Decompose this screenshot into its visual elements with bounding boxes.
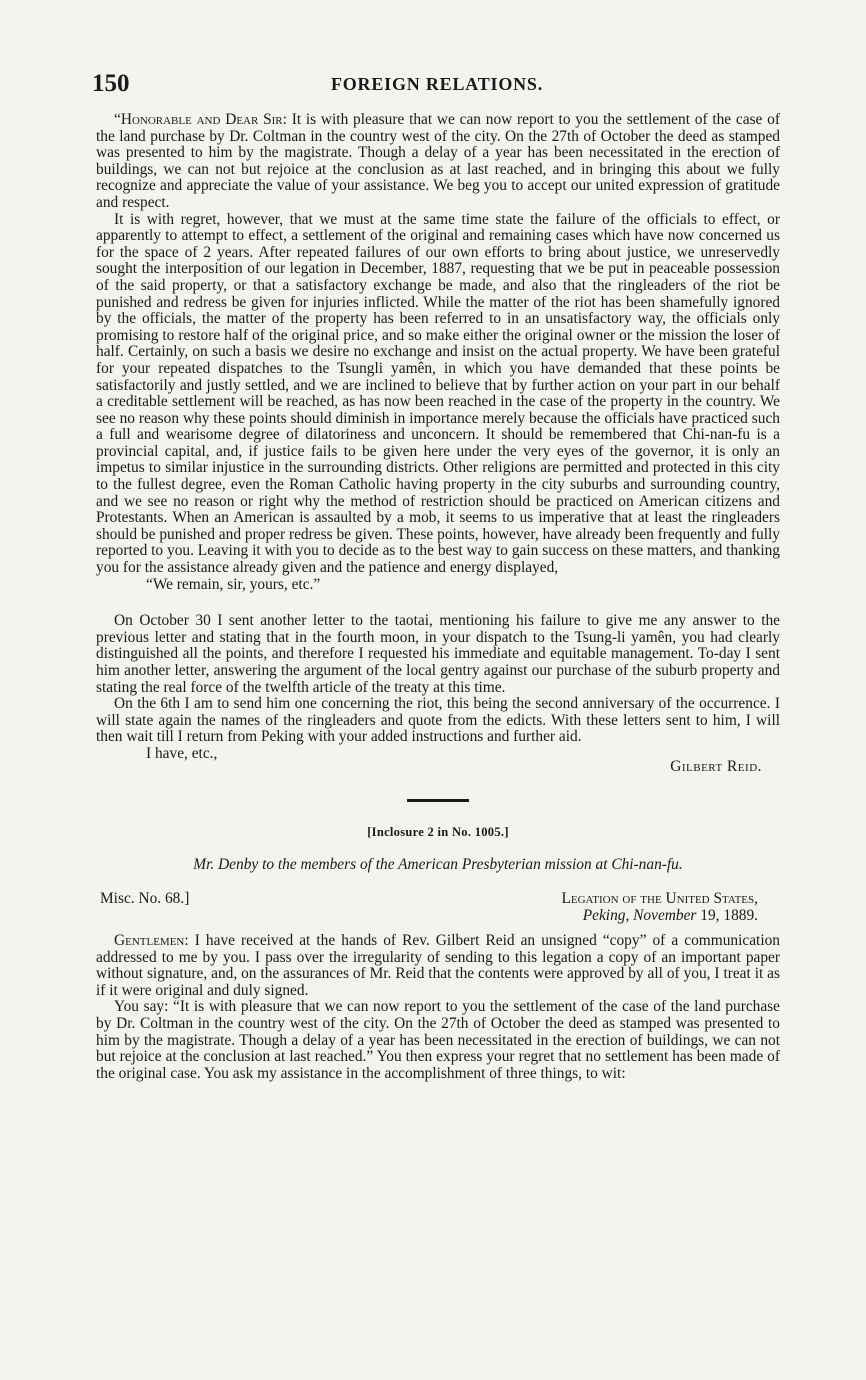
report-paragraph-2: On the 6th I am to send him one concerning the riot, this being the second anniversary of the occurrence. I will state again the names of the ringleaders and quote from the edicts. With these letters sent to him, I will then wait till I return from Peking with your added instructions and further aid. (96, 695, 780, 746)
date-day: 19, 1889. (700, 907, 758, 925)
inclosure-paragraph-2: You say: “It is with pleasure that we can now report to you the settlement of the case of the land purchase by Dr. Coltman in the country west of the city. On the 27th of October the deed as stamped was presented to him by the magistrate. Though a delay of a year has been necessitated in the erection of buildings, we can not but rejoice at the conclusion at last reached.” You then express your regret that no settlement has been made of the original case. You ask my assistance in the accomplishment of three things, to wit: (96, 998, 780, 1082)
inclosure-label: [Inclosure 2 in No. 1005.] (367, 825, 509, 840)
letter-closing: “We remain, sir, yours, etc.” (146, 575, 321, 593)
inclosure-paragraph-1-text: I have received at the hands of Rev. Gilbert Reid an unsigned “copy” of a communication addressed to me by you. I pass over the irregularity of sending to this legation a copy of an important paper without signature, and, on the assurances of Mr. Reid that the contents were approved by all of you, I treat it as if it were original and duly signed. (96, 931, 780, 999)
letter-paragraph-1 (96, 112, 780, 212)
letter-paragraph-1-text: It is with pleasure that we can now report to you the settlement of the case of the land purchase by Dr. Coltman in the country west of the city. On the 27th of October the deed as stamped was presented to him by the magistrate. Though a delay of a year has been necessitated in the erection of buildings, we can not but rejoice at the conclusion as at last reached, and in bringing this about we fully recognize and appreciate the value of your assistance. We beg you to accept our united expression of gratitude and respect. (96, 111, 780, 211)
letter-paragraph-2: It is with regret, however, that we must at the same time state the failure of the officials to effect, or apparently to attempt to effect, a settlement of the original and remaining cases which have now concerned us for the space of 2 years. After repeated failures of our own efforts to bring about justice, we unreservedly sought the interposition of our legation in December, 1887, requesting that we be put in peaceable possession of the said property, or that a satisfactory exchange be made, and also that the ringleaders of the riot be punished and redress be given for injuries inflicted. While the matter of the riot has been shamefully ignored by the officials, the matter of the property has been referred to in an unsatisfactory way, the officials only promising to restore half of the original price, and so make either the original owner or the mission the loser of half. Certainly, on such a basis we desire no exchange and insist on the actual property. We have been grateful for your repeated dispatches to the Tsungli yamên, in which you have demanded that these points be satisfactorily and justly settled, and we are inclined to believe that by further action on your part in our behalf a creditable settlement will be reached, as has now been reached in the case of the property in the country. We see no reason why these points should diminish in importance merely because the officials have practiced such a full and wearisome degree of dilatoriness and unconcern. It should be remembered that Chi-nan-fu is a provincial capital, and, if justice fails to be given here under the very eyes of the governor, it is only an impetus to similar injustice in the surrounding districts. Other religions are permitted and protected in this city to the fullest degree, even the Roman Catholic having property in the city suburbs and surrounding country, and we see no reason or right why the method of restriction should be practiced on American citizens and Protestants. When an American is assaulted by a mob, it seems to us imperative that at least the ringleaders should be punished and proper redress be given. These points, however, have already been frequently and fully reported to you. Leaving it with you to decide as to the best way to gain success on these matters, and thanking you for the assistance already given and the patience and energy displayed, (96, 210, 780, 577)
section-divider (407, 799, 469, 802)
inclosure-paragraph-1 (96, 933, 780, 999)
date-place: Peking, November (582, 907, 697, 925)
signature: Gilbert Reid. (670, 757, 762, 775)
page-header (92, 70, 782, 100)
page-body (96, 112, 780, 1082)
legation-heading: Legation of the United States, (561, 890, 758, 908)
dateline (96, 908, 780, 925)
inclosure-salutation: Gentlemen: (114, 931, 189, 949)
misc-row (96, 891, 780, 908)
letter-salutation: “Honorable and Dear Sir: (114, 111, 287, 128)
report-signoff: I have, etc., (146, 744, 218, 762)
address-title: Mr. Denby to the members of the American Presbyterian mission at Chi-nan-fu. (193, 855, 683, 873)
report-paragraph-1: On October 30 I sent another letter to the taotai, mentioning his failure to give me any answer to the previous letter and stating that in the fourth moon, in your dispatch to the Tsung-li yamên, you had clearly distinguished all the points, and therefore I requested his immediate and equitable management. To-day I sent him another letter, answering the argument of the local gentry against our purchase of the suburb property and stating the real force of the twelfth article of the treaty at this time. (96, 612, 780, 696)
page-number: 150 (92, 70, 130, 97)
misc-number: Misc. No. 68.] (100, 890, 190, 908)
running-head: FOREIGN RELATIONS. (330, 74, 544, 94)
